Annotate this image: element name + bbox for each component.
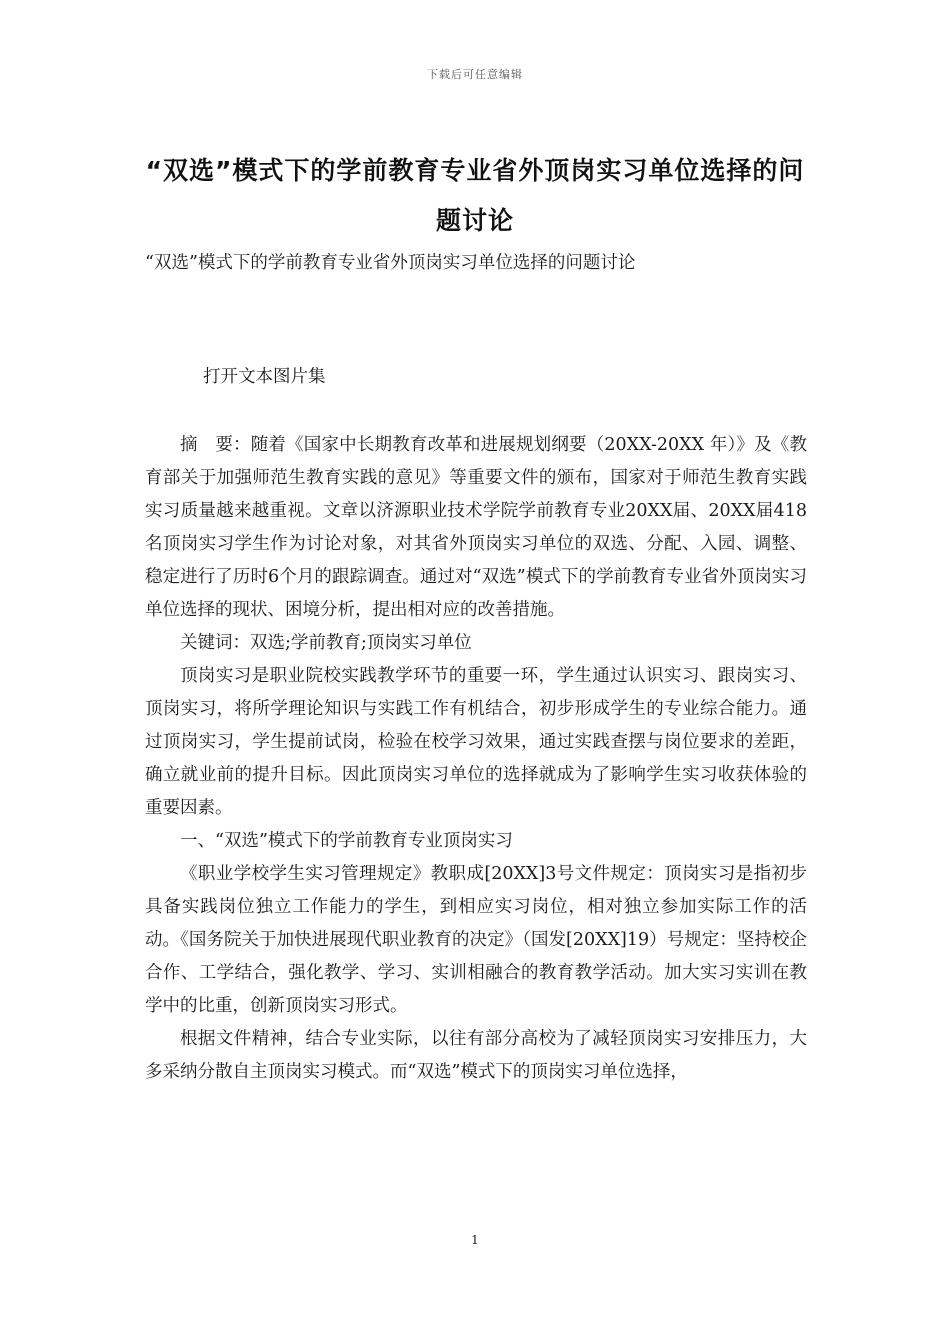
body-paragraph: 顶岗实习是职业院校实践教学环节的重要一环，学生通过认识实习、跟岗实习、顶岗实习，将所学理论知识与实践工作有机结合，初步形成学生的专业综合能力。通过顶岗实习，学生提前试岗，检验在校学习效果，通过实践查摆与岗位要求的差距，确立就业前的提升目标。因此顶岗实习单位的选择就成为了影响学生实习收获体验的重要因素。 xyxy=(145,666,807,818)
section-heading: 一、“双选”模式下的学前教育专业顶岗实习 xyxy=(180,831,513,851)
abstract-paragraph: 摘 要：随着《国家中长期教育改革和进展规划纲要（20XX-20XX 年）》及《教育部关于加强师范生教育实践的意见》等重要文件的颁布，国家对于师范生教育实践实习质量越来越重视。文章以济源职业技术学院学前教育专业20XX届、20XX届418名顶岗实习学生作为讨论对象，对其省外顶岗实习单位的双选、分配、入园、调整、稳定进行了历时6个月的跟踪调查。通过对“双选”模式下的学前教育专业省外顶岗实习单位选择的现状、困境分析，提出相对应的改善措施。 xyxy=(145,435,807,620)
header-note: 下载后可任意编辑 xyxy=(427,68,523,81)
document-subtitle: “双选”模式下的学前教育专业省外顶岗实习单位选择的问题讨论 xyxy=(145,253,636,273)
document-title: “双选”模式下的学前教育专业省外顶岗实习单位选择的问题讨论 xyxy=(145,156,805,235)
body-paragraph: 根据文件精神，结合专业实际，以往有部分高校为了减轻顶岗实习安排压力，大多采纳分散自主顶岗实习模式。而“双选”模式下的顶岗实习单位选择， xyxy=(145,1029,807,1082)
body-paragraph: 《职业学校学生实习管理规定》教职成[20XX]3号文件规定：顶岗实习是指初步具备实践岗位独立工作能力的学生，到相应实习岗位，相对独立参加实际工作的活动。《国务院关于加快进展现代职业教育的决定》（国发[20XX]19）号规定：坚持校企合作、工学结合，强化教学、学习、实训相融合的教育教学活动。加大实习实训在教学中的比重，创新顶岗实习形式。 xyxy=(145,864,807,1016)
open-image-album-link[interactable]: 打开文本图片集 xyxy=(203,367,326,387)
document-body xyxy=(145,429,807,1089)
page-number: 1 xyxy=(471,1233,479,1247)
keywords-paragraph: 关键词：双选;学前教育;顶岗实习单位 xyxy=(180,633,472,653)
